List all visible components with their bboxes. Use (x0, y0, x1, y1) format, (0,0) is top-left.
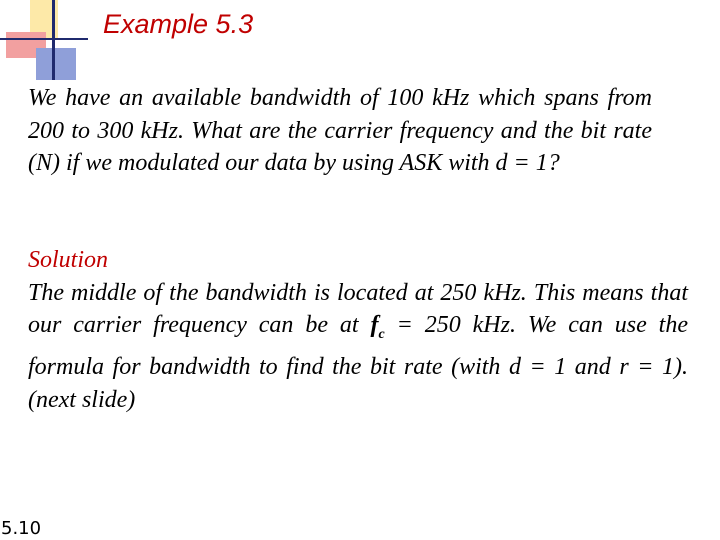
logo-blue-square (36, 48, 76, 80)
solution-block (28, 244, 688, 416)
question-text: We have an available bandwidth of 100 kHz which spans from 200 to 300 kHz. What are the carrier frequency and the bit rate (N) if we modulated our data by using ASK with d = 1? (28, 85, 652, 176)
page-number: 5.10 (1, 518, 42, 539)
decorative-logo (0, 0, 90, 90)
logo-vertical-line (52, 0, 55, 80)
solution-body (28, 277, 688, 417)
solution-text-part1: The middle of the bandwidth is located at 250 kHz. This means that our carrier frequency can be at (28, 279, 688, 338)
solution-heading: Solution (28, 247, 109, 273)
logo-horizontal-line (0, 38, 88, 40)
carrier-frequency-subscript: c (378, 326, 385, 342)
solution-text-part2: = 250 kHz. We can use the formula for bandwidth to find the bit rate (with d = 1 and r = 1). (next slide) (28, 312, 688, 413)
carrier-frequency-symbol: f (370, 312, 379, 338)
slide-title: Example 5.3 (103, 9, 254, 39)
